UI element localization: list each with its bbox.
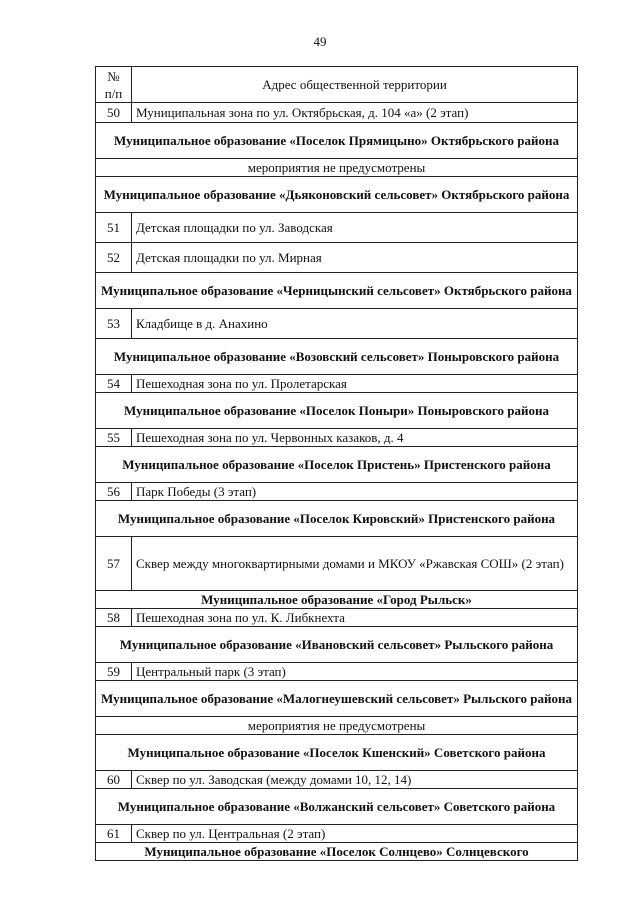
section-note: мероприятия не предусмотрены	[96, 717, 578, 735]
row-number: 50	[96, 103, 132, 123]
row-number: 53	[96, 309, 132, 339]
row-address: Муниципальная зона по ул. Октябрьская, д. 104 «а» (2 этап)	[132, 103, 578, 123]
table-row	[96, 243, 578, 273]
section-row	[96, 339, 578, 375]
table-row	[96, 771, 578, 789]
section-heading: Муниципальное образование «Малогнеушевский сельсовет» Рыльского района	[96, 681, 578, 717]
row-number: 60	[96, 771, 132, 789]
column-header-address: Адрес общественной территории	[132, 67, 578, 103]
section-heading: Муниципальное образование «Поселок Поныри» Поныровского района	[96, 393, 578, 429]
row-address: Кладбище в д. Анахино	[132, 309, 578, 339]
row-number: 51	[96, 213, 132, 243]
section-row	[96, 789, 578, 825]
column-header-number-line2: п/п	[104, 85, 123, 101]
row-address: Пешеходная зона по ул. Червонных казаков, д. 4	[132, 429, 578, 447]
section-row	[96, 177, 578, 213]
section-heading: Муниципальное образование «Поселок Кировский» Пристенского района	[96, 501, 578, 537]
section-heading: Муниципальное образование «Город Рыльск»	[96, 591, 578, 609]
row-address: Детская площадки по ул. Мирная	[132, 243, 578, 273]
section-row	[96, 627, 578, 663]
table-row	[96, 483, 578, 501]
table-row	[96, 429, 578, 447]
table-row	[96, 213, 578, 243]
section-heading: Муниципальное образование «Поселок Солнцево» Солнцевского	[96, 843, 578, 861]
row-number: 61	[96, 825, 132, 843]
table-row	[96, 309, 578, 339]
row-number: 55	[96, 429, 132, 447]
section-heading: Муниципальное образование «Волжанский сельсовет» Советского района	[96, 789, 578, 825]
row-number: 56	[96, 483, 132, 501]
section-heading: Муниципальное образование «Поселок Прямицыно» Октябрьского района	[96, 123, 578, 159]
table-row	[96, 609, 578, 627]
section-note: мероприятия не предусмотрены	[96, 159, 578, 177]
row-number: 54	[96, 375, 132, 393]
table-header-row	[96, 67, 578, 103]
row-number: 59	[96, 663, 132, 681]
note-row	[96, 717, 578, 735]
section-row	[96, 501, 578, 537]
table-row	[96, 825, 578, 843]
row-number: 52	[96, 243, 132, 273]
section-row	[96, 393, 578, 429]
section-row	[96, 735, 578, 771]
row-address: Сквер по ул. Центральная (2 этап)	[132, 825, 578, 843]
row-address: Сквер по ул. Заводская (между домами 10, 12, 14)	[132, 771, 578, 789]
section-row	[96, 843, 578, 861]
column-header-number	[96, 67, 132, 103]
table-row	[96, 375, 578, 393]
row-number: 58	[96, 609, 132, 627]
row-address: Сквер между многоквартирными домами и МКОУ «Ржавская СОШ» (2 этап)	[132, 537, 578, 591]
section-heading: Муниципальное образование «Поселок Кшенский» Советского района	[96, 735, 578, 771]
row-address: Детская площадки по ул. Заводская	[132, 213, 578, 243]
row-address: Пешеходная зона по ул. К. Либкнехта	[132, 609, 578, 627]
row-number: 57	[96, 537, 132, 591]
section-row	[96, 273, 578, 309]
row-address: Центральный парк (3 этап)	[132, 663, 578, 681]
table-row	[96, 103, 578, 123]
note-row	[96, 159, 578, 177]
page-number: 49	[313, 34, 327, 49]
section-row	[96, 447, 578, 483]
row-address: Пешеходная зона по ул. Пролетарская	[132, 375, 578, 393]
section-row	[96, 123, 578, 159]
section-row	[96, 591, 578, 609]
section-row	[96, 681, 578, 717]
section-heading: Муниципальное образование «Поселок Пристень» Пристенского района	[96, 447, 578, 483]
table-row	[96, 663, 578, 681]
address-table	[95, 66, 578, 861]
section-heading: Муниципальное образование «Ивановский сельсовет» Рыльского района	[96, 627, 578, 663]
section-heading: Муниципальное образование «Дьяконовский сельсовет» Октябрьского района	[96, 177, 578, 213]
section-heading: Муниципальное образование «Возовский сельсовет» Поныровского района	[96, 339, 578, 375]
row-address: Парк Победы (3 этап)	[132, 483, 578, 501]
section-heading: Муниципальное образование «Черницынский сельсовет» Октябрьского района	[96, 273, 578, 309]
address-table-body	[96, 67, 578, 861]
column-header-number-line1: №	[107, 68, 120, 84]
table-row	[96, 537, 578, 591]
